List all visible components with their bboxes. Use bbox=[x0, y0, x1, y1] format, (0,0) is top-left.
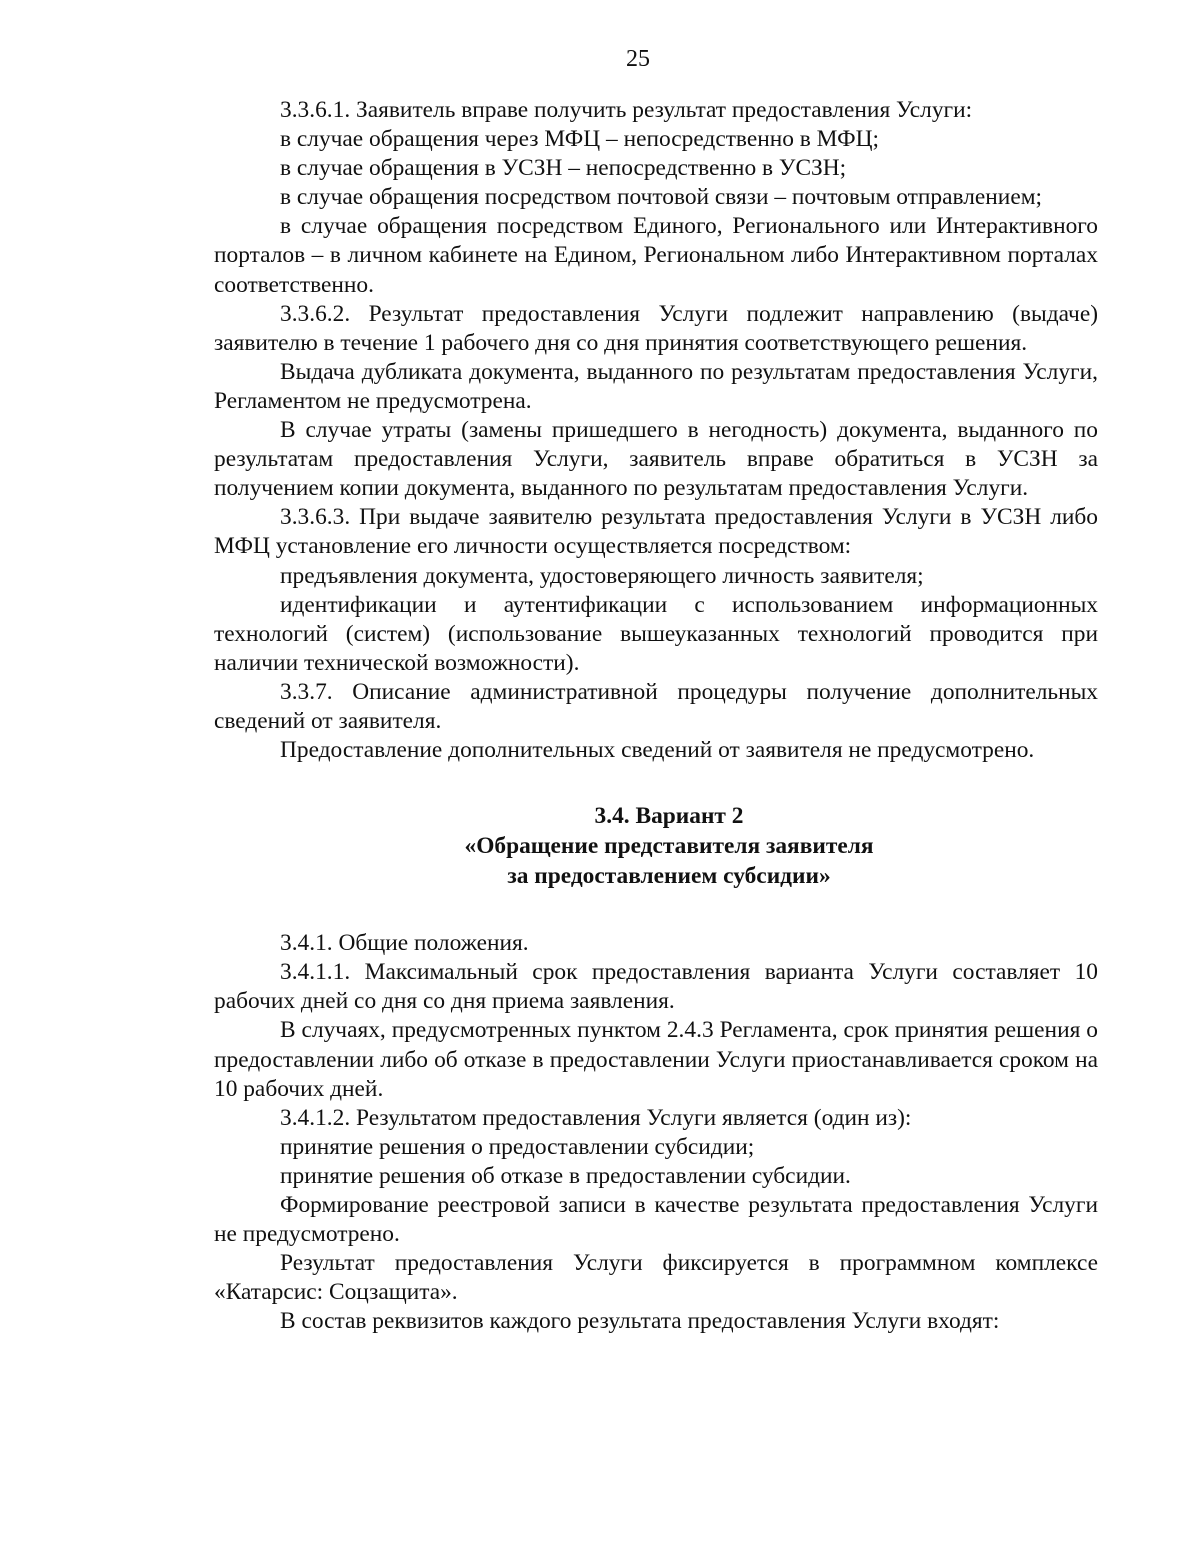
paragraph: идентификации и аутентификации с использованием информационных технологий (систем) (использование вышеуказанных технологий проводится при наличии технической возможности). bbox=[214, 591, 1098, 676]
paragraph: 3.4.1.1. Максимальный срок предоставления варианта Услуги составляет 10 рабочих дней со дня со дня приема заявления. bbox=[214, 959, 1098, 1015]
document-body bbox=[214, 96, 1098, 1336]
paragraph: в случае обращения посредством почтовой связи – почтовым отправлением; bbox=[280, 184, 1043, 211]
page-number: 25 bbox=[626, 46, 650, 72]
paragraph: Результат предоставления Услуги фиксируется в программном комплексе «Катарсис: Соцзащита». bbox=[214, 1250, 1098, 1306]
paragraph: Формирование реестровой записи в качестве результата предоставления Услуги не предусмотрено. bbox=[214, 1192, 1098, 1248]
paragraph: 3.3.6.1. Заявитель вправе получить результат предоставления Услуги: bbox=[280, 97, 973, 123]
paragraph: 3.3.6.3. При выдаче заявителю результата предоставления Услуги в УСЗН либо МФЦ установление его личности осуществляется посредством: bbox=[214, 504, 1098, 560]
paragraph: принятие решения о предоставлении субсидии; bbox=[280, 1133, 755, 1160]
section-heading-title-line-1: «Обращение представителя заявителя bbox=[464, 833, 874, 860]
section-heading-title-line-2: за предоставлением субсидии» bbox=[507, 863, 831, 890]
paragraph: В состав реквизитов каждого результата предоставления Услуги входят: bbox=[280, 1308, 1000, 1335]
section-heading bbox=[214, 801, 1098, 891]
paragraph: в случае обращения через МФЦ – непосредственно в МФЦ; bbox=[280, 126, 880, 153]
paragraph: в случае обращения посредством Единого, Регионального или Интерактивного порталов – в личном кабинете на Едином, Региональном либо Интерактивном порталах соответственно. bbox=[214, 213, 1098, 298]
paragraph: принятие решения об отказе в предоставлении субсидии. bbox=[280, 1162, 851, 1189]
paragraph: Предоставление дополнительных сведений от заявителя не предусмотрено. bbox=[280, 737, 1035, 764]
paragraph: Выдача дубликата документа, выданного по результатам предоставления Услуги, Регламентом не предусмотрена. bbox=[214, 358, 1098, 414]
paragraph: В случаях, предусмотренных пунктом 2.4.3 Регламента, срок принятия решения о предоставлении либо об отказе в предоставлении Услуги приостанавливается сроком на 10 рабочих дней. bbox=[214, 1017, 1098, 1102]
paragraph: в случае обращения в УСЗН – непосредственно в УСЗН; bbox=[280, 155, 847, 182]
paragraph: 3.3.7. Описание административной процедуры получение дополнительных сведений от заявителя. bbox=[214, 678, 1098, 734]
paragraph: 3.3.6.2. Результат предоставления Услуги подлежит направлению (выдаче) заявителю в течение 1 рабочего дня со дня принятия соответствующего решения. bbox=[214, 300, 1098, 356]
section-heading-number: 3.4. Вариант 2 bbox=[594, 803, 744, 830]
paragraph: 3.4.1. Общие положения. bbox=[280, 930, 529, 957]
paragraph: 3.4.1.2. Результатом предоставления Услуги является (один из): bbox=[280, 1104, 912, 1131]
paragraph: В случае утраты (замены пришедшего в негодность) документа, выданного по результатам предоставления Услуги, заявитель вправе обратиться в УСЗН за получением копии документа, выданного по результатам предоставления Услуги. bbox=[214, 417, 1098, 502]
paragraph: предъявления документа, удостоверяющего личность заявителя; bbox=[280, 562, 924, 589]
